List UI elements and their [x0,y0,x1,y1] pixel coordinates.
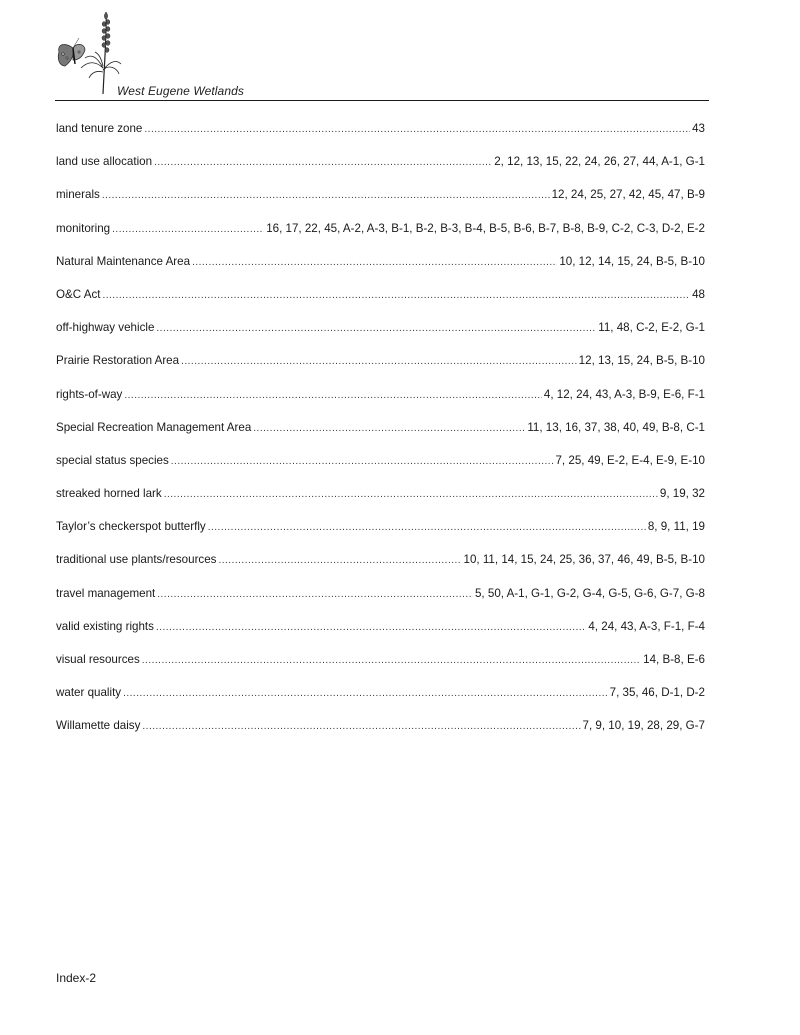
dot-leader [171,454,554,467]
index-term: travel management [56,586,156,600]
dot-leader [253,421,525,434]
index-term: monitoring [56,221,111,235]
index-pages: 14, B-8, E-6 [643,653,705,666]
dot-leader [208,520,646,533]
header-title: West Eugene Wetlands [117,84,244,98]
dot-leader [142,719,580,732]
index-pages: 7, 25, 49, E-2, E-4, E-9, E-10 [555,453,705,467]
index-term: water quality [56,686,122,700]
index-term: visual resources [56,653,140,666]
index-entry [56,288,705,321]
index-term: land tenure zone [56,122,143,135]
index-term: Willamette daisy [56,719,141,733]
dot-leader [156,620,586,633]
index-pages: 11, 48, C-2, E-2, G-1 [598,321,705,335]
dot-leader [124,388,542,401]
index-pages: 4, 24, 43, A-3, F-1, F-4 [588,619,705,633]
dot-leader [192,255,557,268]
index-pages: 7, 35, 46, D-1, D-2 [609,686,705,700]
index-entry [56,487,705,520]
index-term: valid existing rights [56,619,154,633]
index-pages: 16, 17, 22, 45, A-2, A-3, B-1, B-2, B-3, B-4, B-5, B-6, B-7, B-8, B-9, C-2, C-3, D-2, E-2 [266,221,705,235]
header-divider [55,100,709,101]
index-term: off-highway vehicle [56,321,155,335]
index-entry [56,155,705,188]
index-entry [56,587,705,620]
index-entry [56,255,705,288]
dot-leader [154,155,492,168]
index-entry [56,222,705,255]
index-entry [56,620,705,653]
index-entry [56,321,705,354]
index-term: streaked horned lark [56,487,162,501]
dot-leader [102,188,550,201]
index-entry [56,520,705,553]
index-entry [56,122,705,155]
dot-leader [123,686,608,699]
index-pages: 2, 12, 13, 15, 22, 24, 26, 27, 44, A-1, G-1 [494,155,705,169]
index-pages: 11, 13, 16, 37, 38, 40, 49, B-8, C-1 [527,420,705,434]
index-pages: 9, 19, 32 [659,487,705,501]
index-term: Special Recreation Management Area [56,420,252,434]
page-number: Index-2 [56,971,97,985]
index-term: Natural Maintenance Area [56,254,191,268]
index-list [56,122,705,753]
dot-leader [181,354,577,367]
index-term: O&C Act [56,287,101,301]
page-header [55,8,709,102]
index-term: traditional use plants/resources [56,553,217,567]
index-pages: 8, 9, 11, 19 [647,520,705,534]
index-term: Prairie Restoration Area [56,354,180,368]
index-pages: 7, 9, 10, 19, 28, 29, G-7 [582,719,705,733]
index-term: land use allocation [56,155,153,169]
index-term: Taylor’s checkerspot butterfly [56,520,206,534]
index-term: minerals [56,188,100,202]
index-entry [56,388,705,421]
index-pages: 43 [692,122,705,135]
dot-leader [156,321,596,334]
index-entry [56,553,705,586]
index-pages: 12, 24, 25, 27, 42, 45, 47, B-9 [551,188,705,202]
index-pages: 48 [692,287,705,301]
index-pages: 4, 12, 24, 43, A-3, B-9, E-6, F-1 [543,387,705,401]
index-pages: 10, 11, 14, 15, 24, 25, 36, 37, 46, 49, B-5, B-10 [463,553,705,567]
index-pages: 10, 12, 14, 15, 24, B-5, B-10 [559,254,705,268]
index-entry [56,454,705,487]
index-pages: 5, 50, A-1, G-1, G-2, G-4, G-5, G-6, G-7, G-8 [474,586,705,600]
index-entry [56,653,705,686]
index-term: rights-of-way [56,387,123,401]
butterfly-and-plant-icon [55,8,125,100]
dot-leader [102,288,690,301]
dot-leader [157,587,473,600]
dot-leader [144,122,690,135]
index-entry [56,421,705,454]
dot-leader [142,653,641,666]
dot-leader [112,222,264,235]
index-term: special status species [56,453,169,467]
index-pages: 12, 13, 15, 24, B-5, B-10 [578,354,705,368]
index-entry [56,719,705,752]
dot-leader [164,487,658,500]
dot-leader [218,553,461,566]
index-entry [56,354,705,387]
index-entry [56,686,705,719]
index-entry [56,188,705,221]
